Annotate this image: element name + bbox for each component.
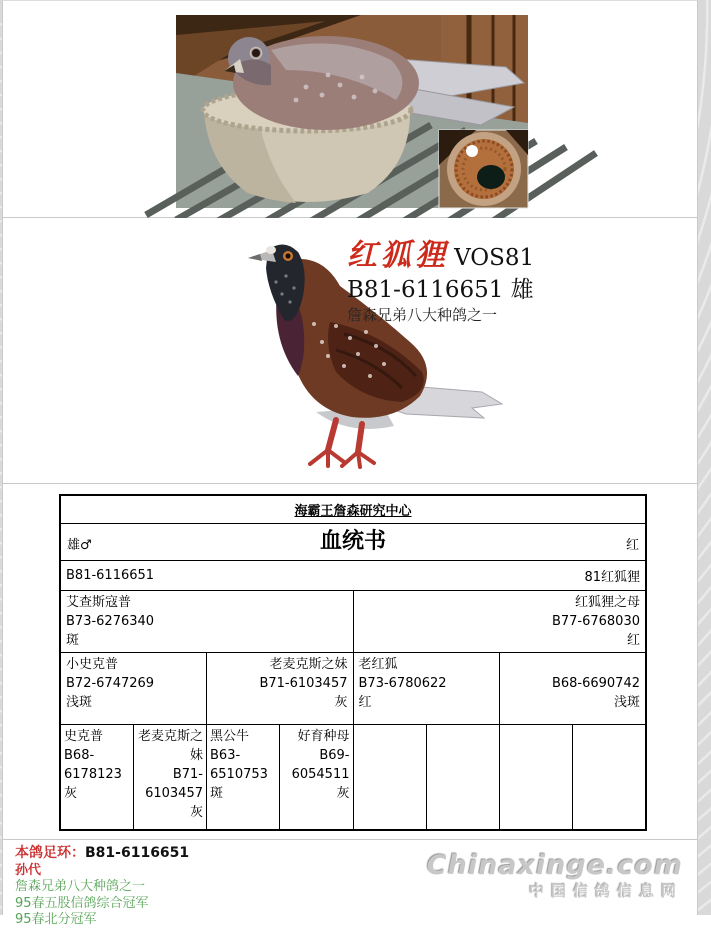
pigeon-color: 红: [358, 694, 372, 710]
pigeon-ring: B73-6780622: [358, 675, 447, 691]
pigeon-name: 红狐狸之母: [574, 594, 640, 610]
hero-title: [347, 240, 607, 276]
pigeon-ring: B69-6054511: [291, 747, 350, 782]
pigeon-name: [576, 727, 642, 746]
footer-ring-value: B81-6116651: [85, 845, 190, 861]
pigeon-ring: B63-6510753: [210, 747, 268, 782]
section-nest-photo: [3, 1, 697, 218]
center-name: 海霸王詹森研究中心: [294, 503, 412, 519]
achievement-line: 95春五股信鸽综合冠军: [15, 895, 149, 911]
doc-title: 血统书: [319, 528, 386, 554]
sex-label: 雄♂: [67, 537, 92, 553]
pigeon-color: 灰: [189, 804, 203, 820]
footer-ring-line: [15, 845, 189, 862]
pigeon-name: [503, 727, 569, 746]
nest-photo[interactable]: [176, 15, 528, 208]
pedigree-cell-granddam-1: [207, 652, 354, 724]
content-area: [2, 0, 698, 927]
achievement-line: 詹森兄弟八大种鸽之一: [15, 879, 146, 894]
hero-title-cn: 红狐狸: [347, 238, 449, 273]
section-footer: [3, 840, 697, 927]
pigeon-color: 红: [626, 632, 640, 648]
footer-ring-label: 本鸽足环：: [15, 845, 85, 861]
pedigree-cell-ggp-1: [60, 724, 133, 830]
pigeon-color: 斑: [66, 632, 80, 648]
pigeon-ring: B72-6747269: [66, 675, 155, 691]
pigeon-name: 史克普: [64, 728, 104, 744]
nest-photo-illustration: [176, 15, 528, 208]
pigeon-name: 黑公牛: [210, 728, 250, 744]
pigeon-name: 艾查斯寇普: [66, 594, 132, 610]
footer-generation-label: 孙代: [15, 863, 42, 878]
center-name-cell: [60, 495, 646, 523]
pedigree-cell-dam: [353, 590, 646, 652]
bird-name: 81红狐狸: [584, 569, 640, 585]
pigeon-color: 斑: [210, 785, 224, 801]
pigeon-name: 老麦克斯之妹: [137, 728, 203, 763]
bird-color-label: 红: [625, 537, 639, 553]
section-hero: [3, 218, 697, 484]
pigeon-color: 浅斑: [613, 694, 640, 710]
bird-ring: B81-6116651: [66, 567, 155, 583]
hero-subtitle: 詹森兄弟八大种鸽之一: [347, 306, 498, 324]
pedigree-cell-grandsire-2: [353, 652, 500, 724]
section-pedigree: [3, 484, 697, 840]
eye-inset: [439, 130, 528, 208]
achievement-line: 95春北分冠军: [15, 912, 97, 927]
pedigree-cell-grandsire-1: [60, 652, 207, 724]
bird-row-cell: [60, 560, 646, 590]
pigeon-color: 灰: [64, 785, 78, 801]
pigeon-name: [505, 655, 640, 674]
watermark-site-name-cn: 中国信鸽信息网: [528, 882, 683, 900]
hero-title-code: VOS81: [454, 245, 535, 271]
pigeon-name: 老红狐: [358, 656, 398, 672]
pedigree-cell-ggp-2: [133, 724, 206, 830]
pedigree-cell-ggp-6: [426, 724, 499, 830]
pigeon-color: 灰: [334, 694, 348, 710]
pedigree-cell-ggp-4: [280, 724, 353, 830]
pedigree-cell-sire: [60, 590, 353, 652]
pigeon-name: 小史克普: [66, 656, 119, 672]
pedigree-cell-ggp-7: [500, 724, 573, 830]
hero-text-block: [347, 240, 607, 326]
pedigree-cell-ggp-5: [353, 724, 426, 830]
pigeon-ring: B73-6276340: [66, 613, 155, 629]
pigeon-name: [357, 727, 423, 746]
pigeon-color: 浅斑: [66, 694, 93, 710]
watermark-logo: Chinaxinge.com: [426, 850, 683, 881]
pedigree-cell-ggp-3: [207, 724, 280, 830]
pigeon-ring: B77-6768030: [551, 613, 640, 629]
hero-ring-line: B81-6116651 雄: [347, 277, 534, 303]
pedigree-cell-ggp-8: [573, 724, 646, 830]
pigeon-ring: B68-6690742: [551, 675, 640, 691]
pigeon-name: [430, 727, 496, 746]
pigeon-ring: B68-6178123: [64, 747, 122, 782]
footer-info: [15, 845, 189, 929]
title-cell: [60, 523, 646, 560]
pigeon-color: 灰: [336, 785, 350, 801]
pedigree-cell-granddam-2: [500, 652, 647, 724]
pigeon-name: 老麦克斯之妹: [269, 656, 348, 672]
site-watermark: [427, 852, 683, 902]
pedigree-table: [59, 494, 647, 831]
pigeon-name: 好育种母: [297, 728, 350, 744]
pigeon-ring: B71-6103457: [145, 766, 203, 801]
pigeon-ring: B71-6103457: [259, 675, 348, 691]
